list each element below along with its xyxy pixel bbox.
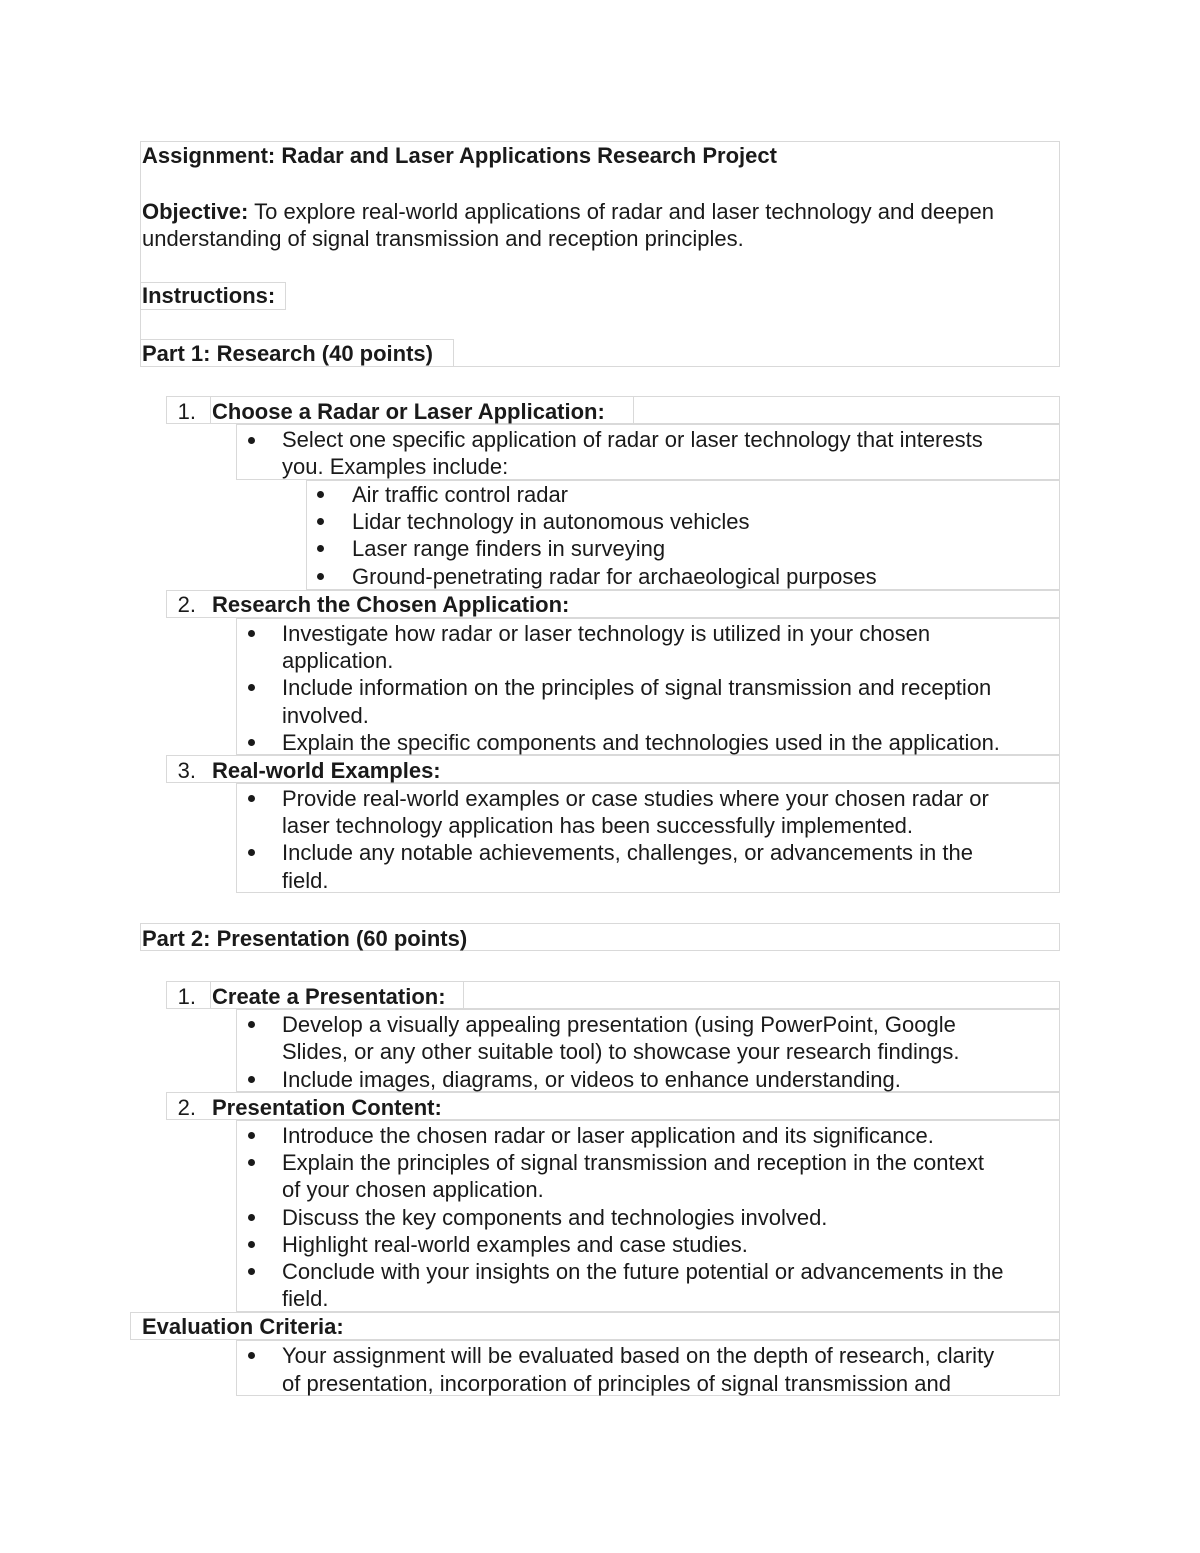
example-item: Laser range finders in surveying bbox=[352, 536, 666, 561]
p1-item2-heading: Research the Chosen Application: bbox=[212, 592, 570, 617]
instructions-heading: Instructions: bbox=[142, 283, 276, 308]
p2-item1-bullet2: Include images, diagrams, or videos to enhance understanding. bbox=[282, 1067, 901, 1092]
bullet-icon bbox=[317, 491, 324, 498]
p1-item1-number: 1. bbox=[177, 399, 196, 424]
bullet-icon bbox=[248, 1214, 255, 1221]
bullet-icon bbox=[248, 1159, 255, 1166]
p1-item2-bullet3: Explain the specific components and technologies used in the application. bbox=[282, 730, 1000, 755]
bullet-icon bbox=[248, 437, 255, 444]
p1-item2-number: 2. bbox=[177, 592, 196, 617]
bullet-icon bbox=[248, 739, 255, 746]
bullet-icon bbox=[248, 1132, 255, 1139]
p1-item3-heading: Real-world Examples: bbox=[212, 758, 441, 783]
objective-line-1 bbox=[142, 198, 994, 225]
p2-item2-heading: Presentation Content: bbox=[212, 1095, 442, 1120]
p2-item2-bullet5-line2: field. bbox=[282, 1286, 329, 1311]
p1-item3-bullet2-line2: field. bbox=[282, 868, 329, 893]
bullet-icon bbox=[248, 1352, 255, 1359]
objective-label: Objective: bbox=[142, 199, 249, 224]
p1-item1-bullet1-line1: Select one specific application of radar or laser technology that interests bbox=[282, 427, 983, 452]
bullet-icon bbox=[248, 1268, 255, 1275]
p2-item1-heading: Create a Presentation: bbox=[212, 984, 446, 1009]
evaluation-heading: Evaluation Criteria: bbox=[142, 1314, 344, 1339]
example-item: Air traffic control radar bbox=[352, 482, 569, 507]
p2-item2-bullet1: Introduce the chosen radar or laser application and its significance. bbox=[282, 1123, 934, 1148]
p1-item3-bullet1-line2: laser technology application has been successfully implemented. bbox=[282, 813, 914, 838]
p2-item2-bullet4: Highlight real-world examples and case studies. bbox=[282, 1232, 748, 1257]
evaluation-bullet1-line1: Your assignment will be evaluated based on the depth of research, clarity bbox=[282, 1343, 995, 1368]
bullet-icon bbox=[248, 684, 255, 691]
bullet-icon bbox=[248, 1241, 255, 1248]
bullet-icon bbox=[317, 545, 324, 552]
p1-item3-bullet2-line1: Include any notable achievements, challenges, or advancements in the bbox=[282, 840, 973, 865]
p2-item2-bullet2-line2: of your chosen application. bbox=[282, 1177, 544, 1202]
p1-item2-bullet2-line1: Include information on the principles of signal transmission and reception bbox=[282, 675, 992, 700]
example-item: Lidar technology in autonomous vehicles bbox=[352, 509, 750, 534]
p1-item1-bullet1-line2: you. Examples include: bbox=[282, 454, 509, 479]
p1-item3-bullet1-line1: Provide real-world examples or case studies where your chosen radar or bbox=[282, 786, 989, 811]
p2-item2-bullet2-line1: Explain the principles of signal transmission and reception in the context bbox=[282, 1150, 984, 1175]
bullet-icon bbox=[248, 795, 255, 802]
bullet-icon bbox=[317, 573, 324, 580]
p1-item3-number: 3. bbox=[177, 758, 196, 783]
example-item: Ground-penetrating radar for archaeological purposes bbox=[352, 564, 877, 589]
part1-heading: Part 1: Research (40 points) bbox=[142, 341, 433, 366]
p1-item1-heading: Choose a Radar or Laser Application: bbox=[212, 399, 605, 424]
document-title: Assignment: Radar and Laser Applications Research Project bbox=[142, 143, 777, 168]
bullet-icon bbox=[248, 849, 255, 856]
p2-item2-bullet5-line1: Conclude with your insights on the future potential or advancements in the bbox=[282, 1259, 1004, 1284]
bullet-icon bbox=[248, 1076, 255, 1083]
evaluation-bullet1-line2: of presentation, incorporation of principles of signal transmission and bbox=[282, 1371, 951, 1396]
p2-item2-number: 2. bbox=[177, 1095, 196, 1120]
p2-item1-bullet1-line2: Slides, or any other suitable tool) to showcase your research findings. bbox=[282, 1039, 960, 1064]
p1-item2-bullet1-line2: application. bbox=[282, 648, 394, 673]
part2-heading: Part 2: Presentation (60 points) bbox=[142, 926, 468, 951]
bullet-icon bbox=[248, 630, 255, 637]
bullet-icon bbox=[317, 518, 324, 525]
header-block bbox=[140, 141, 1060, 367]
p2-item1-number: 1. bbox=[177, 984, 196, 1009]
bullet-icon bbox=[248, 1021, 255, 1028]
p1-item2-bullet1-line1: Investigate how radar or laser technology is utilized in your chosen bbox=[282, 621, 931, 646]
objective-text: To explore real-world applications of radar and laser technology and deepen bbox=[248, 199, 995, 224]
objective-line-2: understanding of signal transmission and reception principles. bbox=[142, 226, 744, 251]
p1-item2-bullet2-line2: involved. bbox=[282, 703, 369, 728]
p2-item1-bullet1-line1: Develop a visually appealing presentation (using PowerPoint, Google bbox=[282, 1012, 956, 1037]
p2-item2-bullet3: Discuss the key components and technologies involved. bbox=[282, 1205, 828, 1230]
